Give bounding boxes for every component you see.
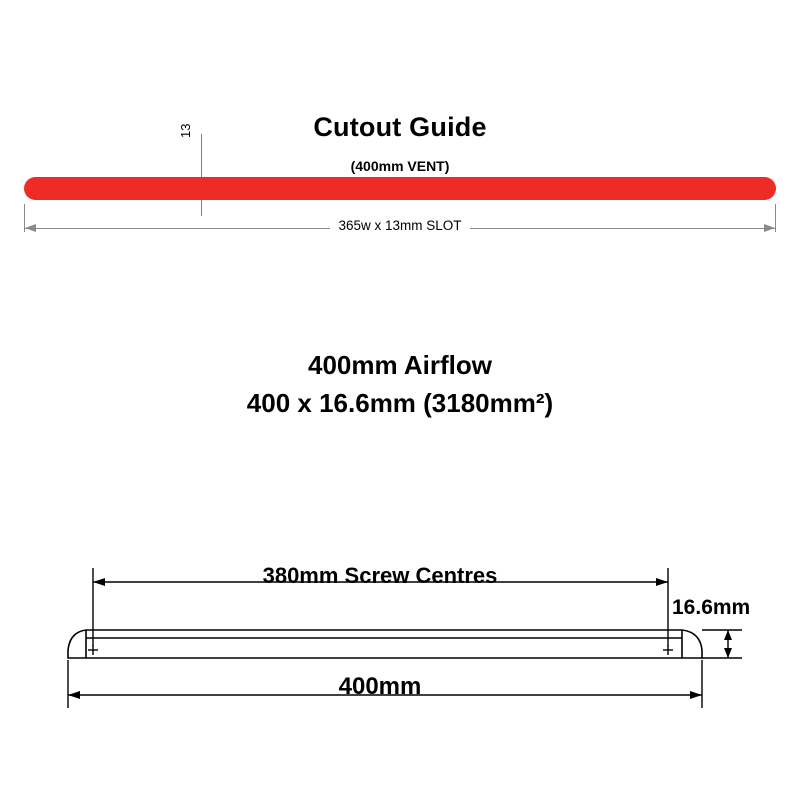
- slot-width-dimension-label: 365w x 13mm SLOT: [330, 218, 469, 233]
- overall-width-label: 400mm: [338, 673, 422, 700]
- screw-centres-label: 380mm Screw Centres: [262, 563, 498, 588]
- profile-height-label: 16.6mm: [672, 596, 751, 619]
- screw-marks: [88, 645, 673, 655]
- slot-height-dimension-line: [201, 134, 202, 216]
- vent-body-outline: [68, 630, 702, 658]
- cutout-guide-title: Cutout Guide: [313, 112, 487, 142]
- height-dimension: [702, 630, 742, 658]
- airflow-title: 400mm Airflow: [308, 350, 492, 380]
- airflow-dimensions: 400 x 16.6mm (3180mm²): [246, 388, 554, 418]
- slot-height-dimension-label: 13: [178, 123, 193, 138]
- slot-width-dimension-label-wrap: [0, 218, 800, 233]
- red-slot-shape: [24, 177, 776, 200]
- cutout-guide-subtitle: (400mm VENT): [350, 158, 450, 174]
